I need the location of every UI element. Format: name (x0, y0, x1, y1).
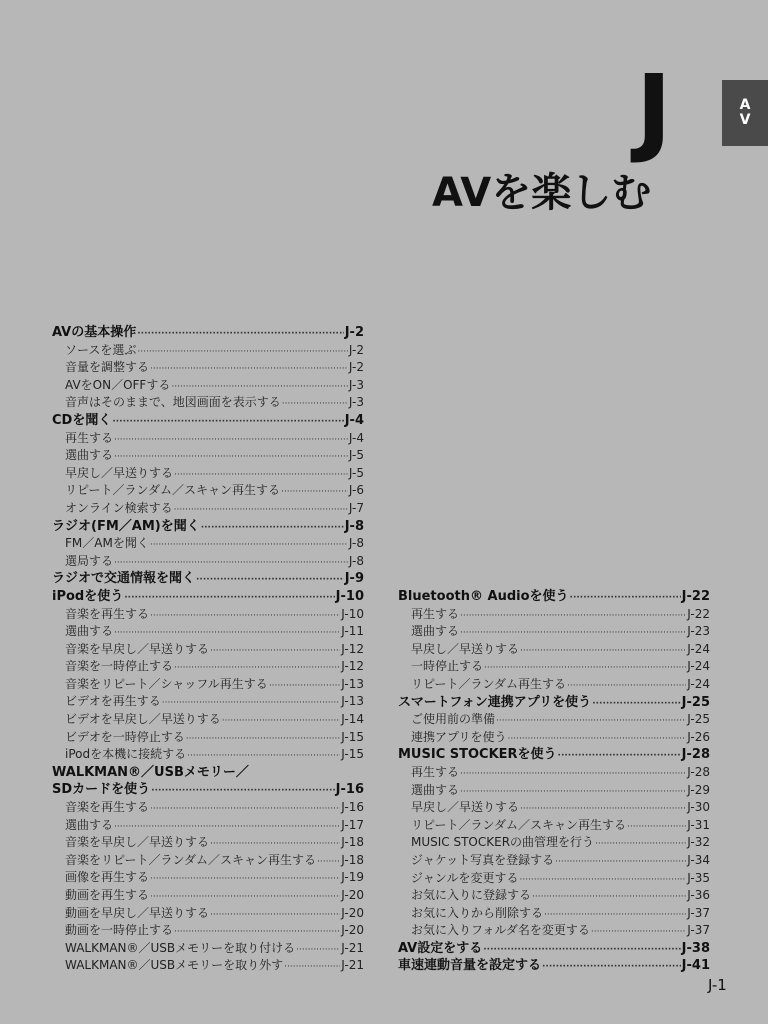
toc-leader-dots (460, 784, 686, 800)
toc-entry-page: J-3 (348, 377, 364, 392)
toc-leader-dots (484, 660, 686, 676)
toc-leader-dots (137, 344, 348, 360)
toc-entry-label: 連携アプリを使う (411, 729, 507, 744)
toc-entry-page: J-38 (681, 940, 710, 956)
toc-entry-page: J-13 (341, 676, 364, 691)
toc-entry-page: J-20 (341, 905, 364, 920)
toc-entry[interactable] (398, 905, 710, 923)
toc-entry-label: iPodを使う (52, 588, 124, 604)
toc-entry-label: 動画を早戻し／早送りする (65, 905, 210, 920)
toc-entry[interactable] (52, 588, 364, 606)
toc-entry-label: 選曲する (411, 782, 460, 797)
toc-leader-dots (124, 590, 334, 606)
toc-leader-dots (150, 537, 348, 553)
toc-leader-dots (114, 555, 348, 571)
toc-leader-dots (150, 361, 348, 377)
toc-leader-dots (114, 432, 348, 448)
toc-entry-page: J-35 (687, 870, 710, 885)
toc-entry[interactable] (52, 518, 364, 536)
toc-entry-label: 早戻し／早送りする (411, 641, 520, 656)
toc-entry-label: 動画を再生する (65, 888, 150, 902)
toc-entry-page: J-41 (681, 958, 710, 974)
toc-entry[interactable] (398, 606, 710, 624)
toc-entry-page: J-34 (687, 852, 710, 867)
toc-entry[interactable] (398, 817, 710, 835)
toc-entry[interactable] (52, 817, 364, 835)
toc-entry-page: J-5 (348, 465, 364, 480)
toc-entry-label: WALKMAN®／USBメモリーを取り付ける (65, 940, 296, 955)
chapter-title: AVを楽しむ (432, 170, 652, 216)
toc-entry[interactable] (398, 588, 710, 606)
toc-entry[interactable] (52, 535, 364, 553)
toc-entry-page: J-20 (341, 923, 364, 938)
toc-entry-page: J-37 (687, 923, 710, 938)
toc-entry[interactable] (398, 641, 710, 659)
toc-entry[interactable] (398, 922, 710, 940)
toc-entry-label: 早戻し／早送りする (65, 465, 174, 480)
toc-entry-page: J-21 (341, 940, 364, 955)
toc-leader-dots (520, 643, 686, 659)
toc-entry-label: 音楽をリピート／ランダム／スキャン再生する (65, 852, 317, 867)
toc-entry[interactable] (398, 957, 710, 975)
chapter-tab-line-2: V (739, 112, 751, 128)
toc-entry-page: J-6 (348, 483, 364, 498)
toc-entry-page: J-16 (341, 800, 364, 815)
toc-entry-page: J-21 (341, 958, 364, 973)
toc-entry-label: 音楽を再生する (65, 800, 150, 815)
toc-leader-dots (210, 836, 340, 852)
toc-leader-dots (222, 713, 341, 729)
toc-entry-page: J-11 (341, 624, 364, 639)
toc-entry-label: 音声はそのままで、地図画面を表示する (65, 395, 281, 410)
toc-entry-label: 再生する (65, 430, 114, 445)
toc-entry[interactable] (52, 746, 364, 764)
toc-entry-page: J-18 (341, 835, 364, 850)
toc-leader-dots (171, 379, 348, 395)
toc-entry[interactable] (52, 377, 364, 395)
toc-leader-dots (150, 608, 340, 624)
toc-entry-label: スマートフォン連携アプリを使う (398, 694, 592, 710)
toc-leader-dots (150, 871, 340, 887)
toc-leader-dots (570, 590, 681, 606)
page-number: J-1 (708, 976, 727, 994)
toc-entry-page: J-24 (687, 676, 710, 691)
toc-entry[interactable] (398, 852, 710, 870)
toc-entry[interactable] (52, 658, 364, 676)
toc-leader-dots (592, 696, 680, 712)
toc-entry-page: J-18 (341, 852, 364, 867)
toc-entry-page: J-22 (687, 606, 710, 621)
toc-entry[interactable] (398, 676, 710, 694)
toc-entry-page: J-5 (348, 448, 364, 463)
toc-leader-dots (114, 819, 340, 835)
toc-entry-label: ビデオを一時停止する (65, 729, 185, 744)
toc-entry[interactable] (398, 623, 710, 641)
toc-leader-dots (520, 801, 686, 817)
toc-entry-label: 音楽を早戻し／早送りする (65, 835, 210, 850)
toc-leader-dots (567, 678, 686, 694)
toc-entry-page: J-29 (687, 782, 710, 797)
toc-entry[interactable] (398, 834, 710, 852)
toc-leader-dots (483, 942, 680, 958)
toc-entry-label: 動画を一時停止する (65, 923, 174, 938)
toc-entry-label: AVの基本操作 (52, 325, 137, 340)
toc-entry-label: 音量を調整する (65, 360, 150, 375)
toc-entry[interactable] (52, 676, 364, 694)
toc-leader-dots (162, 695, 341, 711)
toc-entry-label: 選局する (65, 553, 114, 568)
toc-entry-label: MUSIC STOCKERを使う (398, 747, 557, 763)
toc-leader-dots (519, 872, 686, 888)
toc-entry-label: MUSIC STOCKERの曲管理を行う (411, 835, 595, 850)
toc-entry-label: AV設定をする (398, 940, 483, 956)
toc-entry-page: J-12 (341, 641, 364, 656)
toc-entry[interactable] (398, 782, 710, 800)
toc-leader-dots (269, 678, 340, 694)
toc-leader-dots (317, 854, 340, 870)
toc-entry-label: リピート／ランダム／スキャン再生する (411, 817, 627, 832)
toc-entry-page: J-2 (344, 325, 364, 340)
toc-leader-dots (114, 449, 348, 465)
toc-left-column (52, 324, 364, 975)
toc-entry-page: J-7 (348, 500, 364, 515)
toc-entry-label: FM／AMを聞く (65, 536, 149, 551)
toc-entry-page: J-4 (348, 430, 364, 445)
toc-entry-label: ビデオを再生する (65, 694, 161, 709)
toc-leader-dots (284, 959, 340, 975)
toc-entry-page: J-8 (348, 553, 364, 568)
toc-leader-dots (558, 748, 681, 764)
toc-entry[interactable] (398, 694, 710, 712)
toc-entry[interactable] (52, 359, 364, 377)
toc-entry-label: SDカードを使う (52, 782, 151, 798)
toc-entry-label: 画像を再生する (65, 870, 150, 885)
toc-entry-label: お気に入りに登録する (411, 888, 532, 903)
toc-entry[interactable] (52, 447, 364, 465)
toc-entry-page: J-2 (348, 360, 364, 375)
toc-entry-label: CDを聞く (52, 412, 112, 428)
toc-entry-label: リピート／ランダム／スキャン再生する (65, 483, 281, 498)
toc-leader-dots (151, 783, 335, 799)
toc-entry-page: J-25 (687, 712, 710, 727)
toc-entry-page: J-19 (341, 870, 364, 885)
toc-entry[interactable] (52, 606, 364, 624)
toc-entry[interactable] (52, 834, 364, 852)
toc-entry[interactable] (398, 940, 710, 958)
toc-leader-dots (508, 731, 687, 747)
toc-leader-dots (187, 748, 340, 764)
toc-entry-label: 一時停止する (411, 659, 484, 674)
toc-entry[interactable] (52, 430, 364, 448)
toc-leader-dots (496, 713, 686, 729)
toc-entry-label: AVをON／OFFする (65, 377, 171, 392)
toc-leader-dots (196, 572, 344, 588)
toc-entry-label: 早戻し／早送りする (411, 800, 520, 815)
toc-entry-page: J-28 (687, 764, 710, 779)
toc-entry[interactable] (52, 711, 364, 729)
toc-entry-label: ソースを選ぶ (65, 342, 137, 357)
toc-entry-label: 選曲する (65, 817, 114, 832)
toc-leader-dots (282, 396, 348, 412)
toc-entry[interactable] (398, 658, 710, 676)
toc-entry-page: J-22 (681, 589, 710, 604)
toc-entry[interactable] (398, 799, 710, 817)
toc-leader-dots (201, 520, 344, 536)
toc-leader-dots (532, 889, 686, 905)
toc-entry-page: J-37 (687, 905, 710, 920)
toc-entry-label: お気に入りフォルダ名を変更する (411, 923, 590, 938)
toc-leader-dots (542, 959, 681, 975)
toc-leader-dots (591, 924, 686, 940)
toc-leader-dots (595, 836, 686, 852)
toc-entry[interactable] (52, 887, 364, 905)
toc-leader-dots (296, 942, 340, 958)
toc-entry[interactable] (52, 394, 364, 412)
toc-right-column (398, 588, 710, 975)
toc-entry-page: J-24 (687, 659, 710, 674)
toc-leader-dots (460, 766, 686, 782)
toc-entry[interactable] (398, 764, 710, 782)
toc-entry[interactable] (52, 729, 364, 747)
toc-entry-label: ラジオで交通情報を聞く (52, 571, 196, 587)
toc-entry[interactable] (52, 482, 364, 500)
toc-entry-page: J-31 (687, 817, 710, 832)
toc-entry-label: 車速連動音量を設定する (398, 958, 542, 974)
toc-leader-dots (627, 819, 686, 835)
toc-entry[interactable] (52, 852, 364, 870)
toc-leader-dots (186, 731, 341, 747)
chapter-tab-line-1: A (739, 97, 751, 113)
toc-entry[interactable] (52, 799, 364, 817)
toc-entry-label: 音楽を再生する (65, 606, 150, 621)
toc-entry-page: J-14 (341, 712, 364, 727)
toc-entry[interactable] (52, 342, 364, 360)
toc-entry-label: iPodを本機に接続する (65, 747, 187, 762)
toc-leader-dots (114, 625, 340, 641)
toc-entry-page: J-24 (687, 641, 710, 656)
toc-entry-page: J-26 (687, 729, 710, 744)
toc-entry-page: J-15 (341, 729, 364, 744)
toc-leader-dots (460, 608, 686, 624)
toc-entry-page: J-3 (348, 395, 364, 410)
toc-entry-label: Bluetooth® Audioを使う (398, 589, 569, 604)
toc-leader-dots (555, 854, 686, 870)
toc-leader-dots (210, 907, 340, 923)
toc-entry[interactable] (52, 412, 364, 430)
toc-entry-label: 音楽を早戻し／早送りする (65, 641, 210, 656)
toc-leader-dots (174, 502, 348, 518)
toc-leader-dots (137, 326, 343, 342)
toc-entry[interactable] (52, 623, 364, 641)
toc-leader-dots (174, 467, 348, 483)
toc-entry[interactable] (52, 324, 364, 342)
toc-entry-page: J-10 (335, 588, 364, 604)
toc-leader-dots (210, 643, 340, 659)
toc-entry-label: ビデオを早戻し／早送りする (65, 712, 221, 727)
toc-entry[interactable] (52, 764, 364, 782)
toc-entry-page: J-13 (341, 694, 364, 709)
toc-entry-page: J-4 (344, 412, 364, 428)
toc-leader-dots (174, 924, 340, 940)
chapter-tab (722, 80, 768, 146)
toc-entry-label: オンライン検索する (65, 500, 173, 515)
toc-entry-label: 音楽をリピート／シャッフル再生する (65, 676, 268, 691)
toc-entry-page: J-2 (348, 342, 364, 357)
toc-entry[interactable] (52, 465, 364, 483)
toc-entry[interactable] (52, 905, 364, 923)
toc-entry[interactable] (52, 869, 364, 887)
toc-entry-page: J-30 (687, 800, 710, 815)
toc-entry-label: WALKMAN®／USBメモリー／ (52, 764, 249, 780)
toc-entry-label: リピート／ランダム再生する (411, 676, 567, 691)
toc-entry-page: J-9 (344, 571, 364, 587)
toc-entry-label: 選曲する (65, 448, 114, 463)
toc-entry-page: J-20 (341, 888, 364, 902)
toc-entry[interactable] (52, 641, 364, 659)
toc-entry[interactable] (398, 746, 710, 764)
toc-leader-dots (281, 484, 348, 500)
toc-entry-label: 再生する (411, 606, 460, 621)
toc-entry-page: J-17 (341, 817, 364, 832)
toc-entry[interactable] (52, 957, 364, 975)
toc-entry-label: ジャンルを変更する (411, 870, 519, 885)
toc-leader-dots (460, 625, 686, 641)
toc-entry-label: ご使用前の準備 (411, 712, 496, 727)
toc-entry-label: WALKMAN®／USBメモリーを取り外す (65, 958, 284, 973)
toc-entry-label: 音楽を一時停止する (65, 659, 174, 674)
toc-entry[interactable] (398, 711, 710, 729)
toc-entry-page: J-8 (344, 518, 364, 534)
toc-entry-page: J-32 (687, 835, 710, 850)
toc-leader-dots (112, 414, 343, 430)
toc-entry[interactable] (398, 870, 710, 888)
toc-entry-label: 選曲する (411, 624, 460, 639)
toc-entry[interactable] (52, 940, 364, 958)
toc-entry[interactable] (52, 553, 364, 571)
toc-entry-label: ラジオ(FM／AM)を聞く (52, 518, 200, 534)
toc-entry-page: J-28 (681, 747, 710, 763)
toc-leader-dots (174, 660, 340, 676)
toc-leader-dots (544, 907, 686, 923)
toc-entry[interactable] (52, 570, 364, 588)
toc-entry-page: J-23 (687, 624, 710, 639)
toc-entry-page: J-25 (681, 694, 710, 710)
toc-entry-page: J-36 (687, 888, 710, 903)
toc-leader-dots (150, 801, 340, 817)
toc-entry[interactable] (52, 693, 364, 711)
toc-entry-label: お気に入りから削除する (411, 905, 544, 920)
toc-entry[interactable] (52, 781, 364, 799)
toc-entry-page: J-15 (341, 747, 364, 762)
toc-entry[interactable] (398, 887, 710, 905)
toc-entry-label: 再生する (411, 764, 460, 779)
toc-entry-page: J-12 (341, 659, 364, 674)
toc-entry[interactable] (52, 922, 364, 940)
toc-leader-dots (150, 889, 340, 905)
chapter-letter: J (636, 54, 670, 166)
toc-entry[interactable] (398, 729, 710, 747)
toc-entry-page: J-16 (335, 782, 364, 798)
toc-entry-page: J-10 (341, 606, 364, 621)
toc-entry[interactable] (52, 500, 364, 518)
toc-entry-page: J-8 (348, 536, 364, 551)
toc-entry-label: ジャケット写真を登録する (411, 852, 555, 867)
toc-entry-label: 選曲する (65, 624, 114, 639)
